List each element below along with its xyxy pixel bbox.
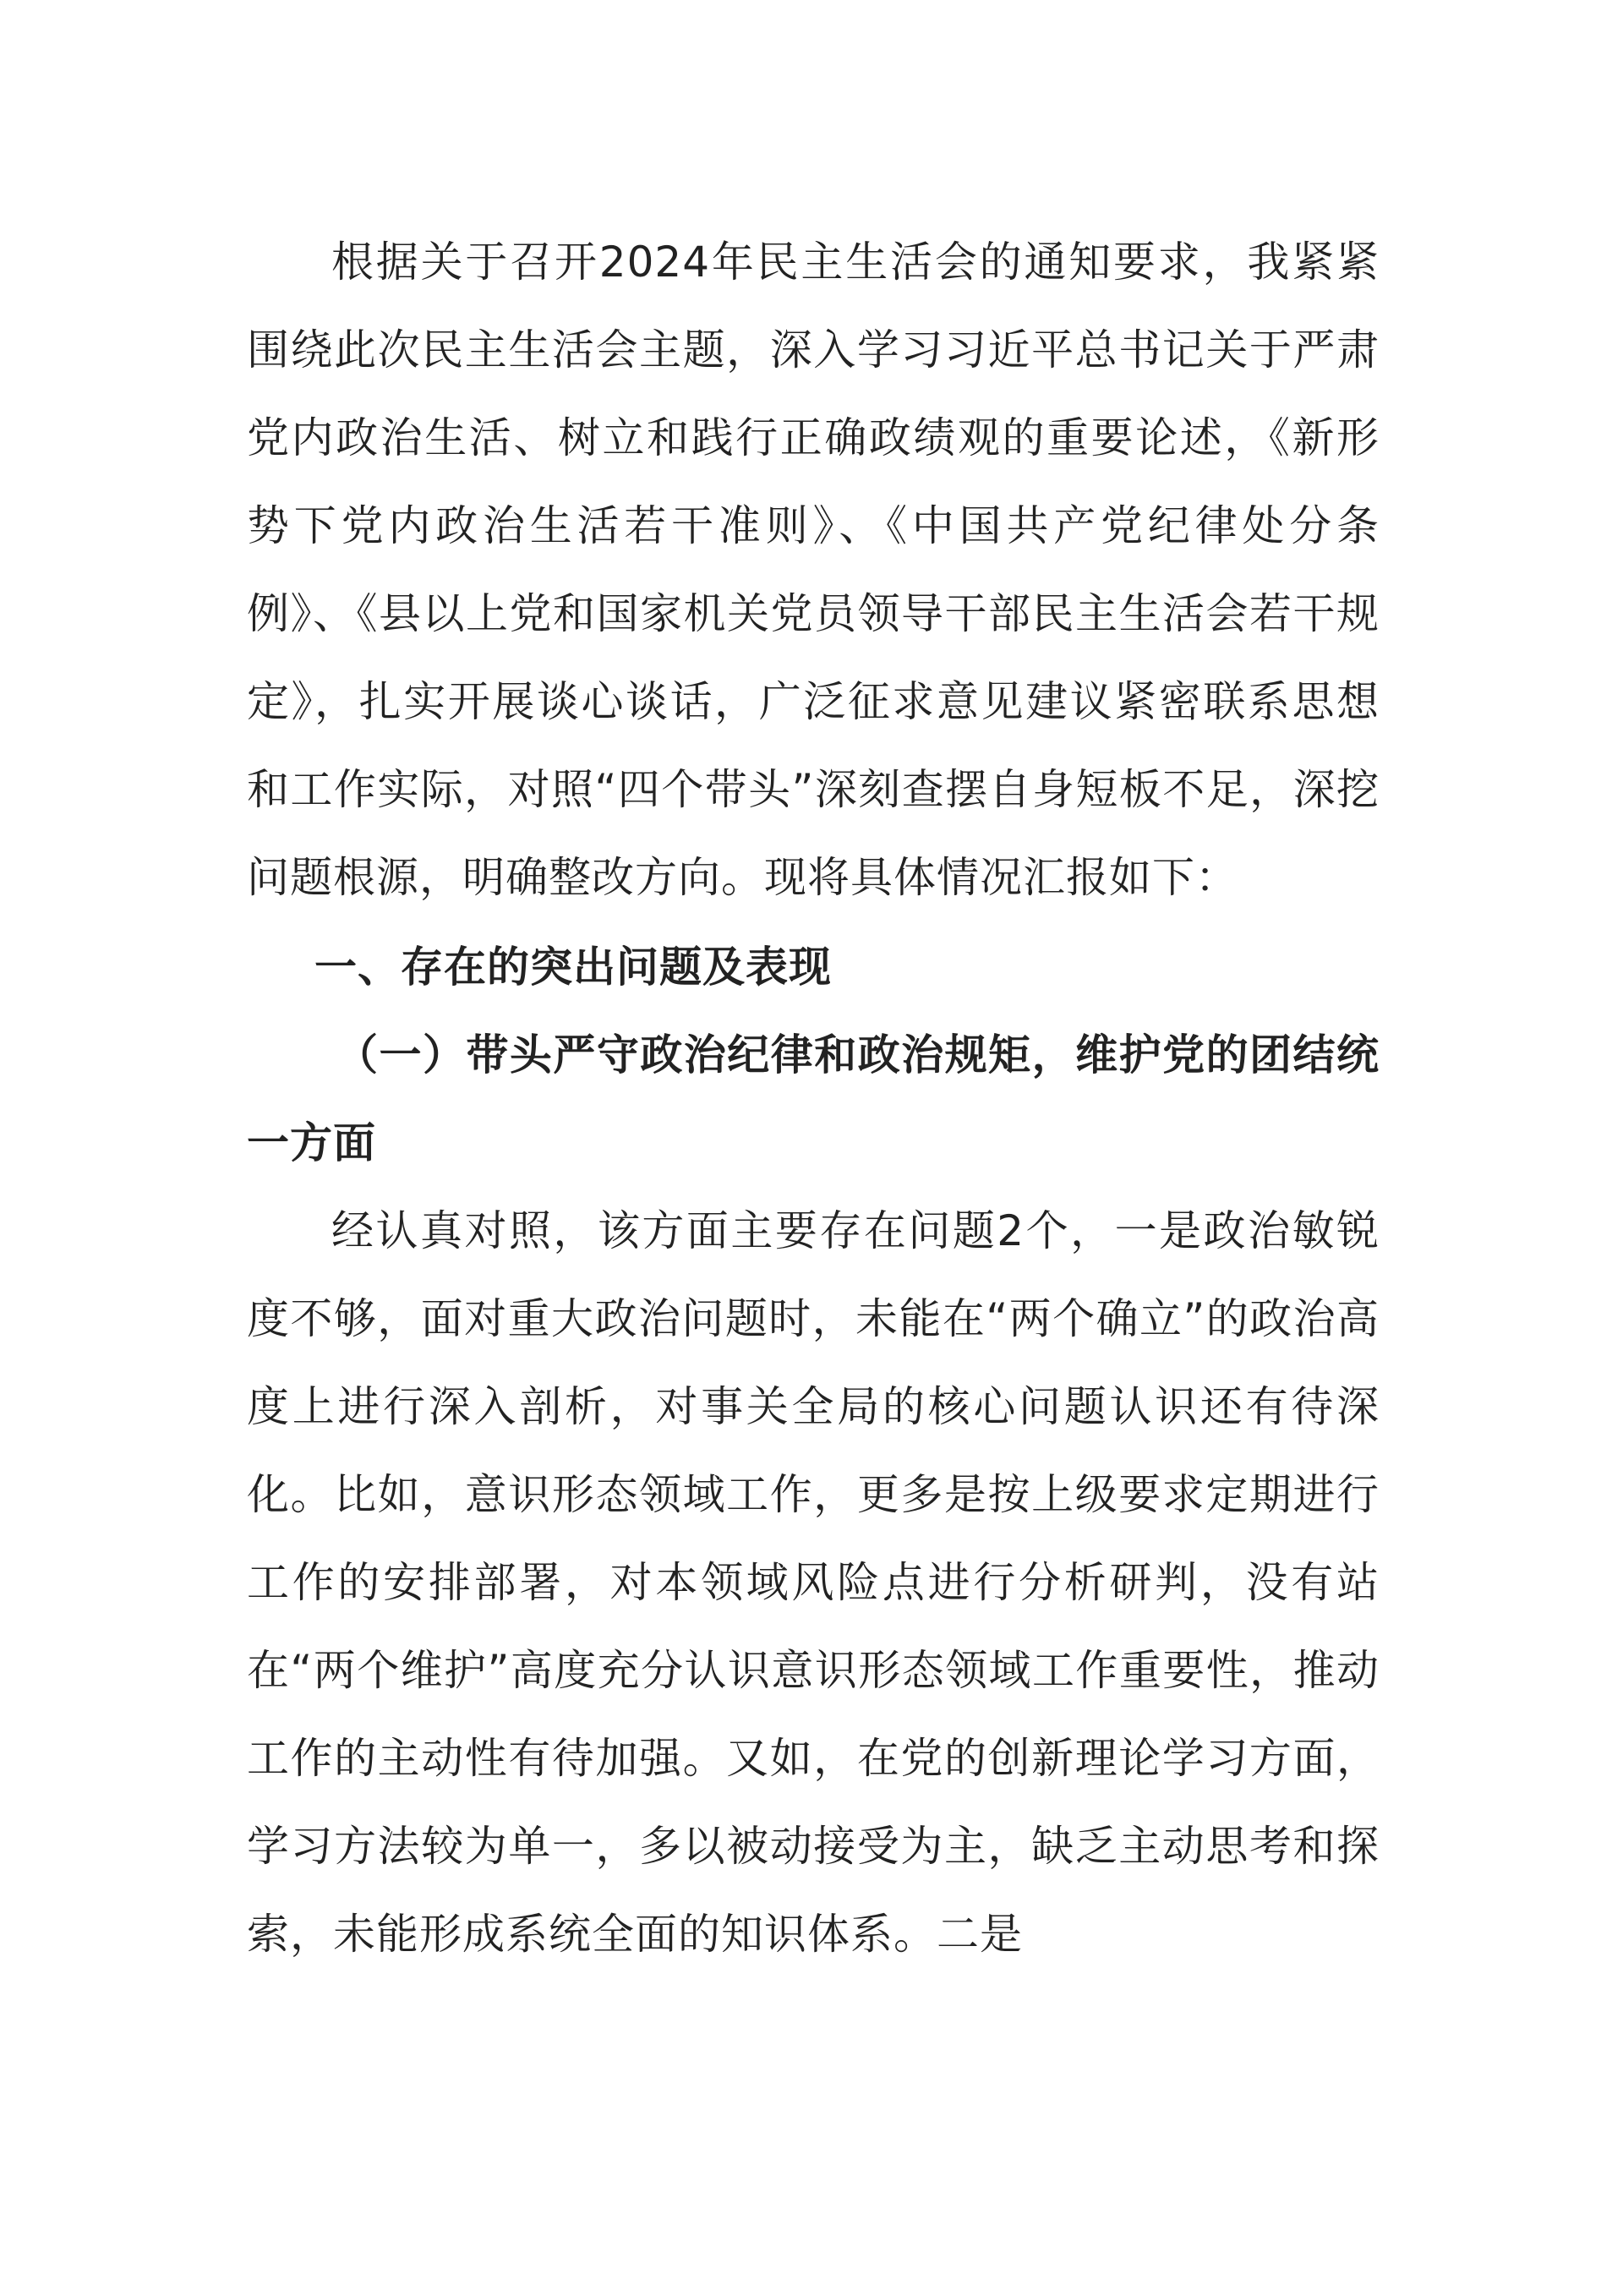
intro-paragraph: 根据关于召开2024年民主生活会的通知要求，我紧紧围绕此次民主生活会主题，深入学习习近平总书记关于严肃党内政治生活、树立和践行正确政绩观的重要论述，《新形势下党内政治生活若干准则》、《中国共产党纪律处分条例》、《县以上党和国家机关党员领导干部民主生活会若干规定》，扎实开展谈心谈话，广泛征求意见建议紧密联系思想和工作实际，对照“四个带头”深刻查摆自身短板不足，深挖问题根源，明确整改方向。现将具体情况汇报如下： <box>247 238 1380 902</box>
section-heading: 一、存在的突出问题及表现 <box>314 943 832 992</box>
body-paragraph: 经认真对照，该方面主要存在问题2个，一是政治敏锐度不够，面对重大政治问题时，未能在“两个确立”的政治高度上进行深入剖析，对事关全局的核心问题认识还有待深化。比如，意识形态领域工作，更多是按上级要求定期进行工作的安排部署，对本领域风险点进行分析研判，没有站在“两个维护”高度充分认识意识形态领域工作重要性，推动工作的主动性有待加强。又如，在党的创新理论学习方面，学习方法较为单一，多以被动接受为主，缺乏主动思考和探索，未能形成系统全面的知识体系。二是 <box>247 1206 1380 1959</box>
document-body <box>247 218 1380 1978</box>
subsection-heading: （一）带头严守政治纪律和政治规矩，维护党的团结统一方面 <box>247 1030 1380 1167</box>
